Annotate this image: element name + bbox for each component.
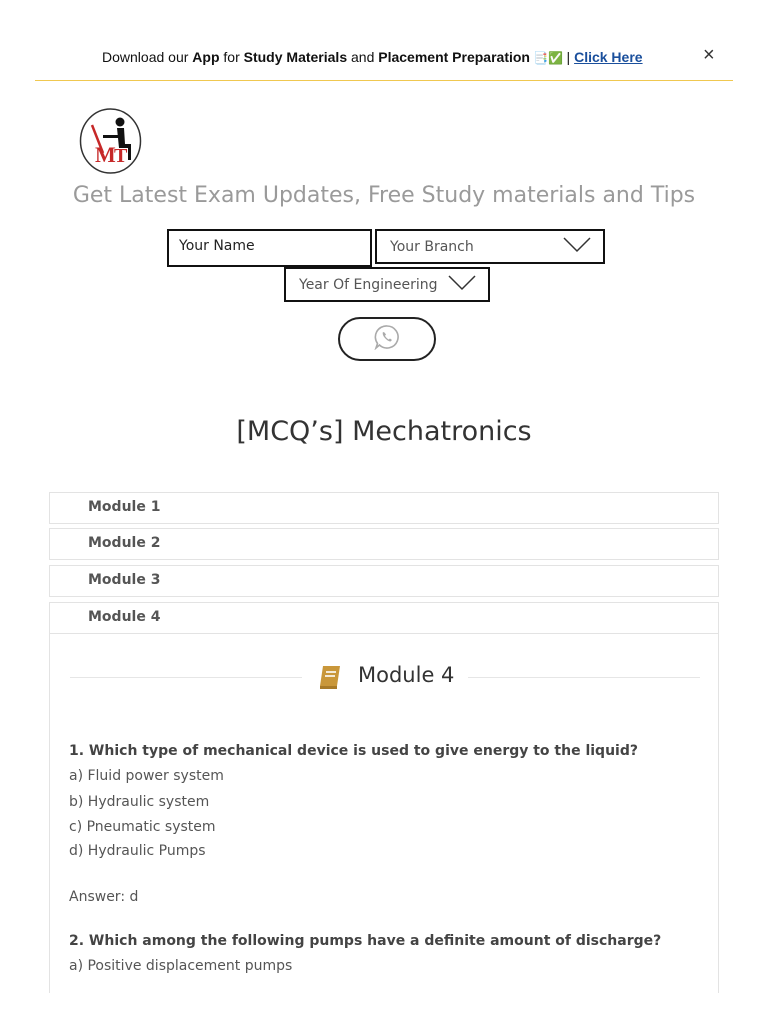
tagline: Get Latest Exam Updates, Free Study materials and Tips: [72, 183, 696, 208]
q1-option-d: d) Hydraulic Pumps: [69, 843, 206, 859]
heading-divider-right: [468, 677, 700, 678]
banner-for: for: [219, 49, 244, 65]
module-tab-4[interactable]: Module 4: [49, 602, 719, 634]
banner-app: App: [192, 49, 220, 65]
branch-select[interactable]: [375, 229, 605, 264]
name-field[interactable]: Your Name: [167, 229, 372, 267]
close-icon[interactable]: ×: [703, 44, 715, 66]
svg-text:M: M: [95, 142, 116, 167]
whatsapp-submit-button[interactable]: [338, 317, 436, 361]
module-4-panel: [49, 633, 719, 993]
q1-option-c: c) Pneumatic system: [69, 819, 216, 835]
q1-option-a: a) Fluid power system: [69, 768, 224, 784]
module-heading-text: Module 4: [358, 663, 455, 687]
q1-answer: Answer: d: [69, 889, 139, 905]
year-select[interactable]: [284, 267, 490, 302]
banner-study: Study Materials: [243, 49, 348, 65]
module-tab-1[interactable]: Module 1: [49, 492, 719, 524]
click-here-link[interactable]: Click Here: [574, 49, 643, 65]
svg-text:T: T: [114, 145, 128, 167]
heading-divider-left: [70, 677, 302, 678]
question-1: 1. Which type of mechanical device is used to give energy to the liquid?: [69, 743, 638, 759]
module-heading: [70, 661, 700, 693]
site-logo[interactable]: [79, 108, 142, 174]
banner-prefix: Download our: [102, 49, 193, 65]
banner-placement: Placement Preparation: [378, 49, 530, 65]
app-download-banner: [35, 40, 733, 81]
banner-text: [102, 49, 643, 65]
banner-and: and: [347, 49, 379, 65]
chevron-down-icon: [563, 237, 591, 257]
module-tab-2[interactable]: Module 2: [49, 528, 719, 560]
banner-separator: |: [566, 49, 575, 65]
q1-option-b: b) Hydraulic system: [69, 794, 210, 810]
branch-select-value: Your Branch: [390, 238, 474, 255]
book-icon: [316, 663, 344, 695]
whatsapp-icon: [374, 324, 400, 354]
page-title: [MCQ’s] Mechatronics: [236, 416, 532, 447]
question-2: 2. Which among the following pumps have a definite amount of discharge?: [69, 933, 662, 949]
module-tab-3[interactable]: Module 3: [49, 565, 719, 597]
q2-option-a: a) Positive displacement pumps: [69, 958, 293, 974]
chevron-down-icon: [448, 275, 476, 295]
banner-emoji-icon: 📑✅: [529, 51, 567, 65]
year-select-value: Year Of Engineering: [299, 276, 438, 293]
